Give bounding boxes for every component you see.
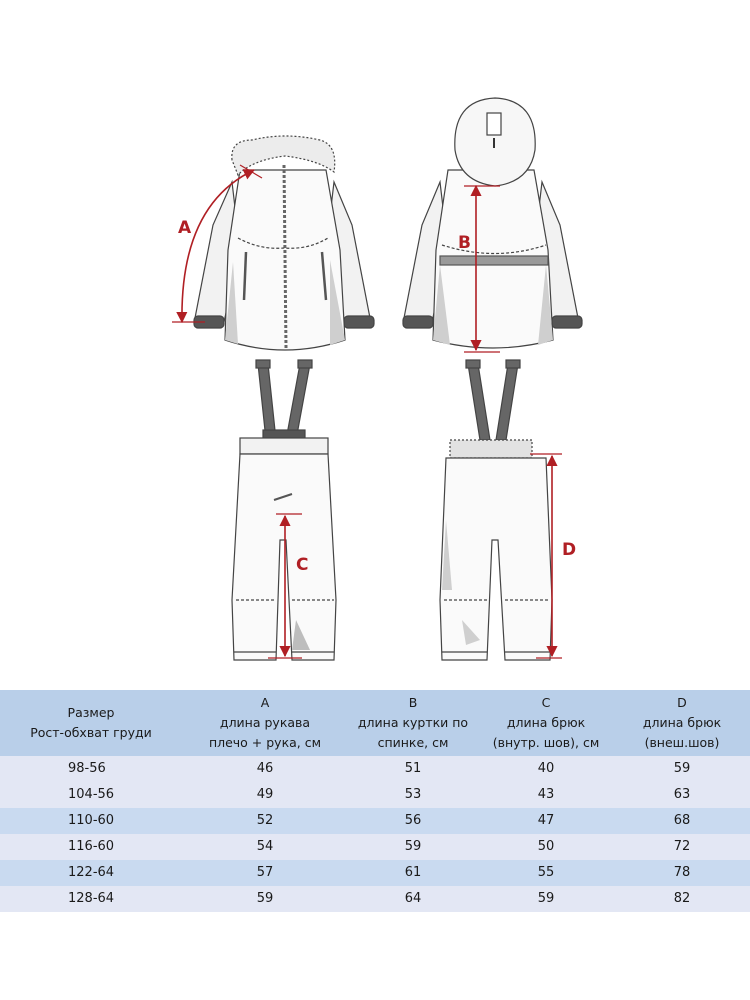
cell-c: 43	[537, 787, 555, 802]
header-line1: длина брюк	[506, 715, 586, 730]
header-line2: (внутр. шов), см	[492, 735, 600, 750]
table-row	[0, 808, 750, 834]
cell-a: 46	[256, 761, 274, 776]
pants-front-drawing	[232, 360, 336, 660]
cell-c: 40	[537, 761, 555, 776]
header-line2: (внеш.шов)	[644, 735, 720, 750]
cell-a: 54	[256, 839, 274, 854]
table-row	[0, 782, 750, 808]
cell-a: 57	[256, 865, 274, 880]
cell-a: 52	[256, 813, 274, 828]
cell-c: 55	[537, 865, 555, 880]
cell-c: 47	[537, 813, 555, 828]
header-letter: D	[677, 695, 687, 710]
header-letter: A	[260, 695, 270, 710]
cell-size: 128-64	[68, 891, 115, 906]
cell-size: 104-56	[68, 787, 115, 802]
cell-d: 68	[673, 813, 691, 828]
cell-b: 64	[404, 891, 422, 906]
header-size-line1: Размер	[67, 705, 115, 720]
label-d: D	[562, 540, 577, 560]
header-col-d	[614, 690, 750, 756]
header-size	[0, 690, 182, 756]
header-line1: длина брюк	[642, 715, 722, 730]
size-table	[0, 690, 750, 915]
cell-c: 50	[537, 839, 555, 854]
cell-d: 59	[673, 761, 691, 776]
header-col-c	[478, 690, 614, 756]
label-b: B	[458, 233, 471, 253]
table-row	[0, 860, 750, 886]
cell-size: 122-64	[68, 865, 115, 880]
header-line2: плечо + рука, см	[208, 735, 322, 750]
jacket-front-drawing	[194, 136, 374, 350]
header-size-line2: Рост-обхват груди	[30, 725, 152, 740]
label-c: C	[296, 555, 309, 575]
cell-b: 56	[404, 813, 422, 828]
label-a: A	[178, 218, 192, 238]
cell-b: 51	[404, 761, 422, 776]
header-line1: длина куртки по	[357, 715, 469, 730]
header-col-b	[348, 690, 478, 756]
header-line1: длина рукава	[219, 715, 311, 730]
header-line2: спинке, см	[377, 735, 449, 750]
cell-b: 61	[404, 865, 422, 880]
table-row	[0, 834, 750, 860]
cell-a: 49	[256, 787, 274, 802]
cell-d: 78	[673, 865, 691, 880]
cell-d: 82	[673, 891, 691, 906]
cell-size: 116-60	[68, 839, 115, 854]
jacket-back-drawing	[403, 98, 582, 348]
cell-d: 72	[673, 839, 691, 854]
cell-b: 53	[404, 787, 422, 802]
pants-back-drawing	[440, 360, 552, 660]
header-letter: B	[408, 695, 418, 710]
cell-c: 59	[537, 891, 555, 906]
cell-a: 59	[256, 891, 274, 906]
cell-b: 59	[404, 839, 422, 854]
cell-size: 98-56	[68, 761, 106, 776]
header-letter: C	[541, 695, 551, 710]
cell-size: 110-60	[68, 813, 115, 828]
header-col-a	[182, 690, 348, 756]
table-row	[0, 756, 750, 782]
table-header	[0, 690, 750, 756]
cell-d: 63	[673, 787, 691, 802]
table-row	[0, 886, 750, 912]
